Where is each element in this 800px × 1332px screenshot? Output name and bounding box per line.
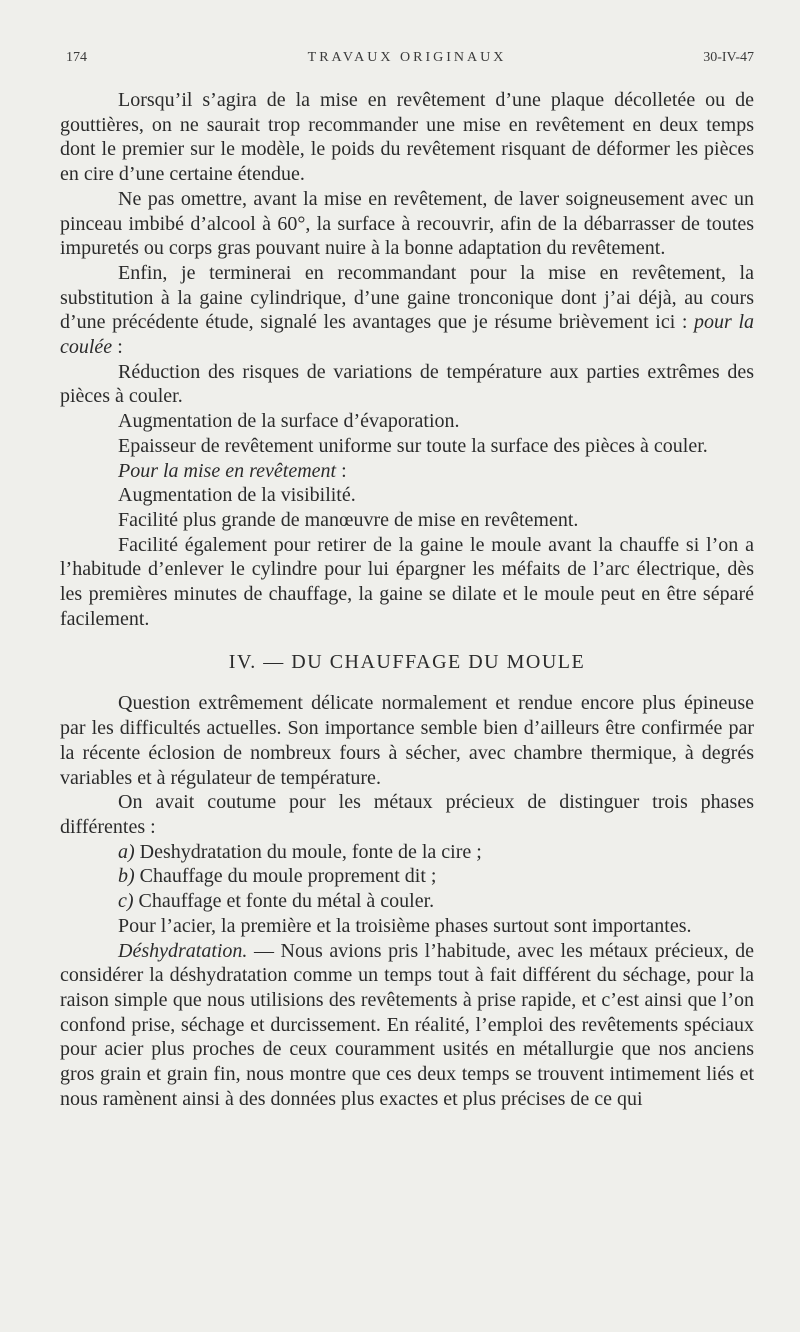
paragraph-investment-two-stages: Lorsqu’il s’agira de la mise en revêtement d’une plaque décolletée ou de gouttières, on ne saurait trop recommander une mise en revêtement en deux temps dont le premier sur le modèle, le poids du revêtement risquant de déformer les pièces en cire d’une certaine étendue. — [60, 89, 754, 186]
section-heading: IV. — DU CHAUFFAGE DU MOULE — [228, 651, 586, 674]
enfin-emphasis: pour la coulée — [60, 311, 754, 359]
enfin-text: Enfin, je terminerai en recommandant pour la mise en revêtement, la substitution à la gaine cylindrique, d’une gaine tronconique dont j’ai déjà, au cours d’une précédente étude, signalé les avantages que je résume brièvement ici : — [60, 261, 754, 334]
dehydration-title: Déshydratation. — [118, 939, 248, 962]
steel-note: Pour l’acier, la première et la troisième phases surtout sont importantes. — [118, 914, 692, 937]
paragraph-enfin — [60, 261, 754, 360]
investment-heading-text: Pour la mise en revêtement — [118, 459, 337, 482]
investment-heading-suffix: : — [336, 459, 347, 482]
casting-advantage: Augmentation de la surface d’évaporation. — [118, 410, 460, 433]
phase-letter: c) — [118, 890, 134, 913]
investment-heading — [60, 459, 754, 484]
dehydration-text: — Nous avions pris l’habitude, avec les métaux précieux, de considérer la déshydratation comme un temps tout à fait différent du séchage, pour la raison simple que nous utilisions des revêtements à prise rapide, et c’est ainsi que l’on confond prise, séchage et durcissement. En réalité, l’emploi des revêtements spéciaux pour acier plus proches de ceux couramment usités en métallurgie que nos anciens gros grain et grain fin, nous montre que ces deux temps se trouvent intimement liés et nous ramènent ainsi à des données plus exactes et plus précises de ce qui — [60, 939, 754, 1110]
enfin-suffix: : — [112, 336, 123, 359]
phase-letter: b) — [118, 865, 135, 888]
phase-text: Chauffage du moule proprement dit ; — [134, 865, 437, 888]
article-body — [60, 88, 754, 1111]
investment-advantage: Facilité plus grande de manœuvre de mise en revêtement. — [118, 508, 579, 531]
paragraph-cleaning: Ne pas omettre, avant la mise en revêtement, de laver soigneusement avec un pinceau imbibé d’alcool à 60°, la surface à recouvrir, afin de la débarrasser de toutes impuretés ou corps gras pouvant nuire à la bonne adaptation du revêtement. — [60, 187, 754, 260]
dehydration-paragraph — [60, 939, 754, 1112]
phase-item — [60, 889, 754, 914]
phase-item — [60, 840, 754, 865]
phases-intro: On avait coutume pour les métaux précieux de distinguer trois phases différentes : — [60, 791, 754, 838]
running-header — [60, 44, 754, 74]
phase-text: Chauffage et fonte du métal à couler. — [133, 890, 435, 913]
page-number: 174 — [66, 50, 87, 65]
casting-advantage: Réduction des risques de variations de température aux parties extrêmes des pièces à couler. — [60, 360, 754, 408]
phase-letter: a) — [118, 840, 135, 863]
investment-advantage: Facilité également pour retirer de la gaine le moule avant la chauffe si l’on a l’habitude d’enlever le cylindre pour lui épargner les méfaits de l’arc électrique, dès les premières minutes de chauffage, la gaine se dilate et le moule peut en être séparé facilement. — [60, 533, 754, 630]
phase-item — [60, 864, 754, 889]
section-intro: Question extrêmement délicate normalement et rendue encore plus épineuse par les difficultés actuelles. Son importance semble bien d’ailleurs être confirmée par la récente éclosion de nombreux fours à sécher, avec chambre thermique, à degrés variables et à régulateur de température. — [60, 692, 754, 789]
casting-advantage: Epaisseur de revêtement uniforme sur toute la surface des pièces à couler. — [118, 434, 708, 457]
phase-text: Deshydratation du moule, fonte de la cire ; — [134, 840, 482, 863]
investment-advantage: Augmentation de la visibilité. — [118, 484, 356, 507]
running-title: TRAVAUX ORIGINAUX — [307, 50, 507, 65]
issue-date: 30-IV-47 — [703, 50, 754, 65]
